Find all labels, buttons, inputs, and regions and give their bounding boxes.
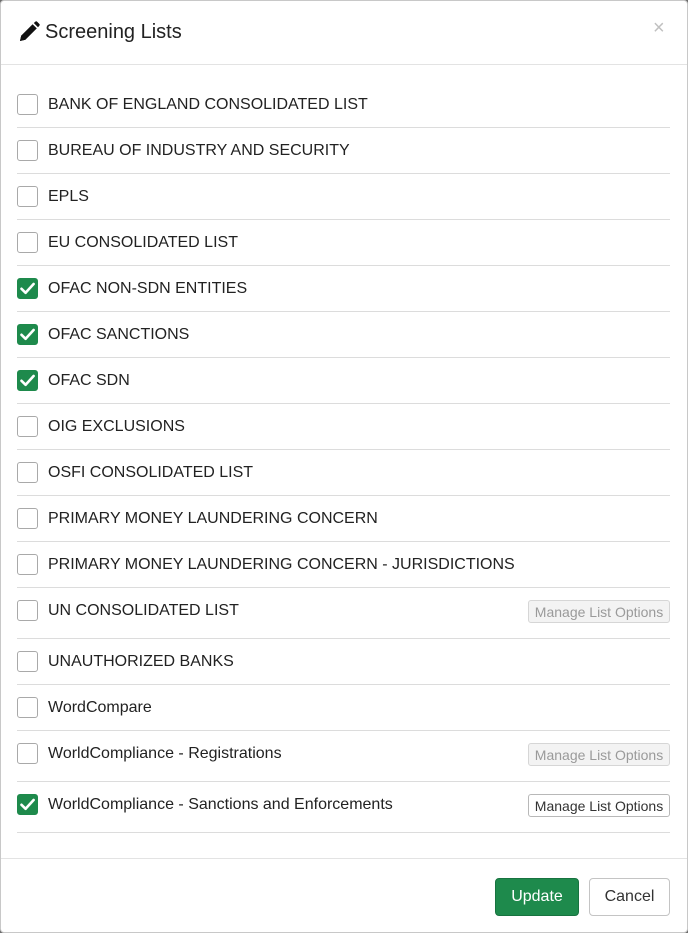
list-item-label: UNAUTHORIZED BANKS (48, 653, 234, 670)
list-item (17, 358, 670, 404)
list-checkbox[interactable] (17, 600, 38, 621)
dialog-footer (1, 858, 687, 933)
dialog-header (1, 1, 687, 65)
list-item (17, 450, 670, 496)
list-checkbox[interactable] (17, 232, 38, 253)
list-item-label: WordCompare (48, 699, 152, 716)
checkmark-icon (20, 282, 35, 295)
list-item-label: OFAC SDN (48, 372, 130, 389)
list-item-label: OFAC SANCTIONS (48, 326, 190, 343)
list-item (17, 128, 670, 174)
list-checkbox[interactable] (17, 697, 38, 718)
pencil-icon (18, 21, 40, 43)
list-checkbox[interactable] (17, 462, 38, 483)
list-checkbox[interactable] (17, 743, 38, 764)
list-checkbox[interactable] (17, 94, 38, 115)
checkmark-icon (20, 374, 35, 387)
list-item (17, 312, 670, 358)
list-checkbox[interactable] (17, 278, 38, 299)
list-item (17, 220, 670, 266)
checkmark-icon (20, 798, 35, 811)
checkmark-icon (20, 328, 35, 341)
list-item-label: WorldCompliance - Sanctions and Enforcements (48, 796, 393, 813)
list-item (17, 266, 670, 312)
dialog-title: Screening Lists (45, 21, 182, 43)
list-checkbox[interactable] (17, 794, 38, 815)
list-checkbox[interactable] (17, 651, 38, 672)
list-item (17, 685, 670, 731)
screening-list (17, 82, 670, 833)
list-checkbox[interactable] (17, 416, 38, 437)
list-item-label: OIG EXCLUSIONS (48, 418, 185, 435)
cancel-button[interactable]: Cancel (589, 878, 670, 916)
list-item (17, 731, 670, 782)
close-icon[interactable]: × (653, 17, 665, 39)
list-checkbox[interactable] (17, 370, 38, 391)
list-item-label: PRIMARY MONEY LAUNDERING CONCERN (48, 510, 378, 527)
list-item-label: PRIMARY MONEY LAUNDERING CONCERN - JURISDICTIONS (48, 556, 515, 573)
list-checkbox[interactable] (17, 508, 38, 529)
list-item (17, 496, 670, 542)
list-item-label: WorldCompliance - Registrations (48, 745, 282, 762)
list-item-label: UN CONSOLIDATED LIST (48, 602, 239, 619)
list-item (17, 542, 670, 588)
list-item (17, 174, 670, 220)
list-item-label: OFAC NON-SDN ENTITIES (48, 280, 248, 297)
list-checkbox[interactable] (17, 186, 38, 207)
list-item-label: EPLS (48, 188, 89, 205)
manage-list-options-button[interactable]: Manage List Options (528, 600, 670, 623)
list-item (17, 404, 670, 450)
list-item-label: BANK OF ENGLAND CONSOLIDATED LIST (48, 96, 368, 113)
list-item-label: OSFI CONSOLIDATED LIST (48, 464, 254, 481)
list-item (17, 588, 670, 639)
list-item-label: BUREAU OF INDUSTRY AND SECURITY (48, 142, 350, 159)
list-checkbox[interactable] (17, 324, 38, 345)
list-item-label: EU CONSOLIDATED LIST (48, 234, 238, 251)
list-checkbox[interactable] (17, 140, 38, 161)
list-item (17, 82, 670, 128)
list-item (17, 639, 670, 685)
update-button[interactable]: Update (495, 878, 579, 916)
manage-list-options-button[interactable]: Manage List Options (528, 743, 670, 766)
manage-list-options-button[interactable]: Manage List Options (528, 794, 670, 817)
list-item (17, 782, 670, 833)
list-checkbox[interactable] (17, 554, 38, 575)
